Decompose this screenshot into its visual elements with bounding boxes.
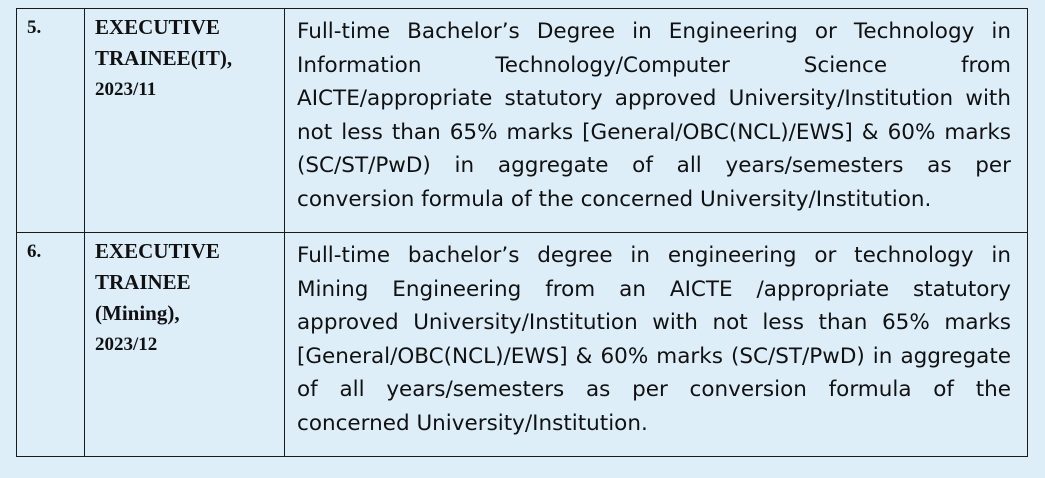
post-code: 2023/11 <box>95 79 157 100</box>
post-name <box>85 233 284 360</box>
qualification-text: Full-time Bachelor’s Degree in Engineering or Technology in Information Technology/Computer Science from AICTE/appropriate statutory approved University/Institution with not less than 65% marks [General/OBC(NCL)/EWS] & 60% marks (SC/ST/PwD) in aggregate of all years/semesters as per conversion formula of the concerned University/Institution. <box>297 19 1011 212</box>
qualification-text: Full-time bachelor’s degree in engineering or technology in Mining Engineering from an AICTE /appropriate statutory approved University/Institution with not less than 65% marks [General/OBC(NCL)/EWS] & 60% marks (SC/ST/PwD) in aggregate of all years/semesters as per conversion formula of the concerned University/Institution. <box>297 243 1011 436</box>
post-code: 2023/12 <box>95 334 158 355</box>
serial-cell <box>17 9 85 233</box>
qualification-cell <box>285 233 1028 457</box>
post-cell <box>85 9 285 233</box>
qualification-cell <box>285 9 1028 233</box>
post-cell <box>85 233 285 457</box>
post-name-line: (Mining), <box>95 301 180 325</box>
serial-number: 5. <box>27 17 42 38</box>
post-name-line: TRAINEE <box>95 270 191 294</box>
post-name <box>85 9 284 105</box>
table-row <box>17 9 1028 233</box>
table-row <box>17 233 1028 457</box>
post-name-line: EXECUTIVE <box>95 239 220 263</box>
post-name-line: EXECUTIVE <box>95 15 220 39</box>
serial-cell <box>17 233 85 457</box>
post-name-line: TRAINEE(IT), <box>95 46 233 70</box>
serial-number: 6. <box>27 241 42 262</box>
qualification-table <box>16 8 1028 457</box>
